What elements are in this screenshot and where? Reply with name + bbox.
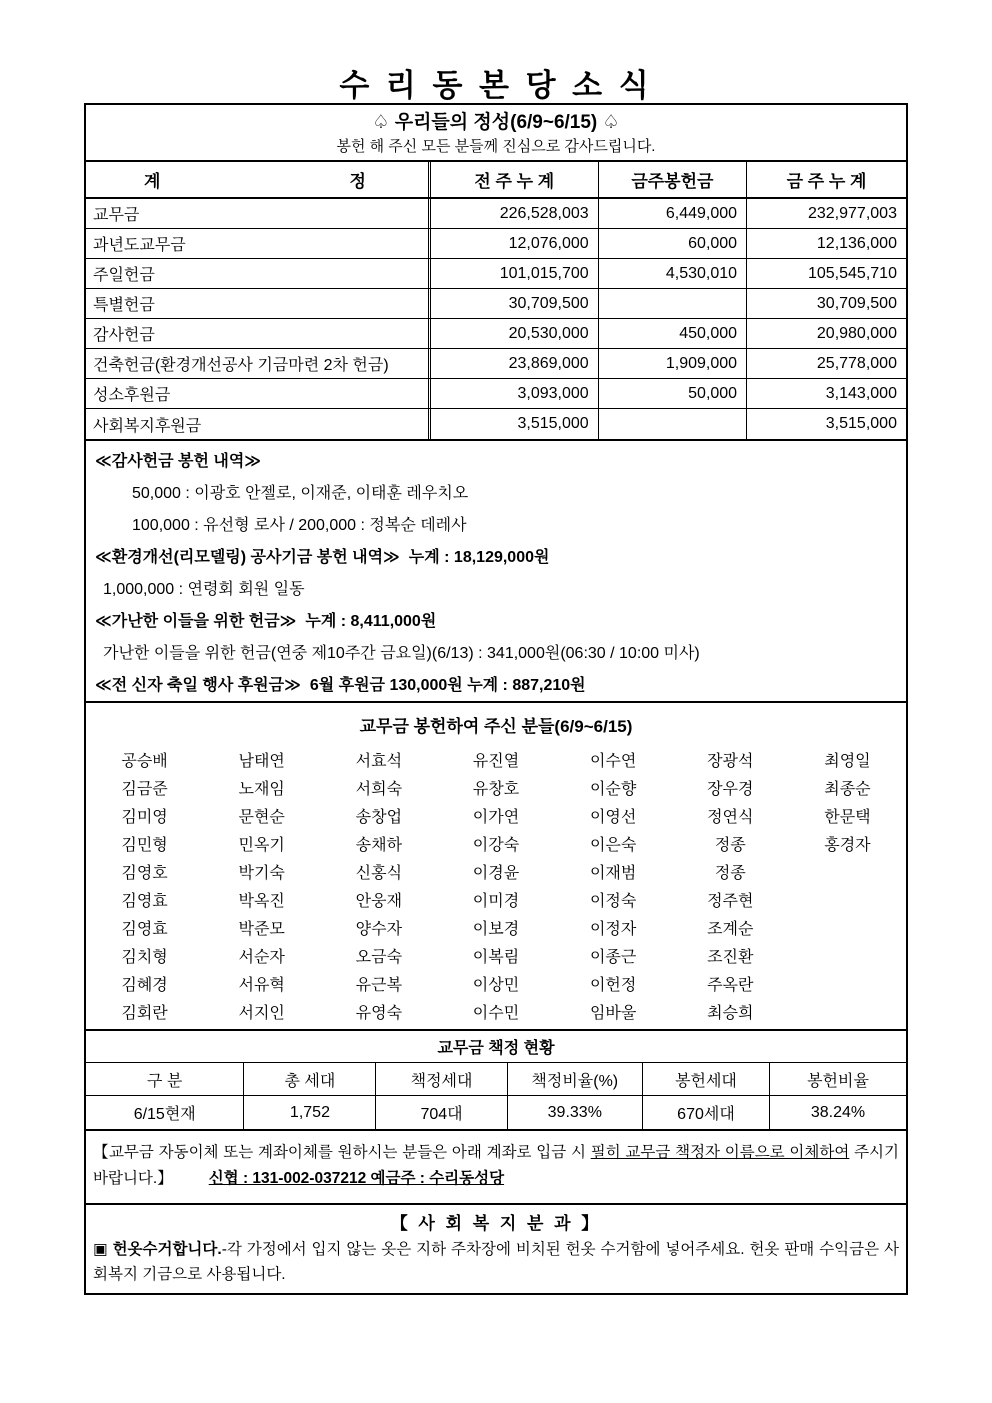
- row-label: 주일헌금: [93, 267, 155, 284]
- col-header-category-left: 계: [144, 172, 161, 191]
- donor-name: 서효석: [355, 752, 403, 770]
- prev-total-value: 226,528,003: [428, 199, 598, 228]
- donor-name: 정연식: [707, 808, 754, 826]
- donor-name: 김영호: [121, 864, 168, 882]
- assessment-header-row: [86, 1063, 906, 1096]
- week-total-value: 12,136,000: [746, 229, 906, 258]
- table-row: [86, 349, 906, 379]
- week-offering-value: 60,000: [598, 229, 746, 258]
- donor-name: 최영일: [824, 752, 871, 770]
- assess-col-offering-ratio: 봉헌비율: [769, 1063, 906, 1095]
- row-label: 성소후원금: [93, 387, 171, 404]
- donor-name: 김영효: [121, 920, 168, 938]
- donor-name: 홍경자: [824, 836, 871, 854]
- week-total-value: 3,515,000: [746, 409, 906, 439]
- week-offering-value: 450,000: [598, 319, 746, 348]
- offering-table-header-row: [86, 162, 906, 199]
- week-offering-value: 6,449,000: [598, 199, 746, 228]
- donor-name: 정종: [714, 864, 746, 882]
- remodel-fund-title: ≪환경개선(리모델링) 공사기금 봉헌 내역≫ 누계 : 18,129,000원: [95, 548, 550, 566]
- donor-name: 서유혁: [238, 976, 285, 994]
- donor-name: [789, 857, 906, 885]
- assess-col-total-households: 총 세대: [243, 1063, 375, 1095]
- donor-name: 서지인: [238, 1004, 285, 1022]
- prev-total-value: 3,093,000: [428, 379, 598, 408]
- donor-name: 문현순: [238, 808, 285, 826]
- week-total-value: 30,709,500: [746, 289, 906, 318]
- donor-name: 송채하: [355, 836, 403, 854]
- col-header-prev-total: 전 주 누 계: [428, 162, 598, 197]
- donor-name: [789, 913, 906, 941]
- donor-name: 김민형: [121, 836, 168, 854]
- donor-name: 이은숙: [589, 836, 637, 854]
- table-row: [86, 379, 906, 409]
- donor-name: 신홍식: [355, 864, 403, 882]
- welfare-body: [86, 1237, 906, 1287]
- donor-name: 김금준: [121, 780, 168, 798]
- donor-name: 이헌정: [589, 976, 637, 994]
- offering-header-section: [86, 105, 906, 160]
- donor-name: 장광석: [707, 752, 754, 770]
- donor-name: 이정숙: [589, 892, 637, 910]
- prev-total-value: 12,076,000: [428, 229, 598, 258]
- donor-name: 공승배: [121, 752, 168, 770]
- table-row: [86, 289, 906, 319]
- assess-col-category: 구 분: [147, 1072, 183, 1090]
- remodel-fund-line: 1,000,000 : 연령회 회원 일동: [103, 580, 305, 598]
- donor-name: [789, 885, 906, 913]
- prev-total-value: 30,709,500: [428, 289, 598, 318]
- offering-subheader: 봉헌 해 주신 모든 분들께 진심으로 감사드립니다.: [336, 138, 656, 155]
- donors-grid: [86, 745, 906, 1025]
- donor-name: 이영선: [589, 808, 637, 826]
- thanks-offering-line: 100,000 : 유선형 로사 / 200,000 : 정복순 데레사: [132, 516, 467, 534]
- prev-total-value: 3,515,000: [428, 409, 598, 439]
- table-row: [86, 409, 906, 439]
- assess-offering-ratio-value: 38.24%: [769, 1096, 906, 1129]
- donor-name: 이정자: [589, 920, 637, 938]
- donor-name: 남태연: [238, 752, 285, 770]
- donor-name: 이미경: [472, 892, 520, 910]
- thanks-offering-line: 50,000 : 이광호 안젤로, 이재준, 이태훈 레우치오: [132, 484, 469, 502]
- week-total-value: 20,980,000: [746, 319, 906, 348]
- donor-name: 이가연: [472, 808, 520, 826]
- row-label: 교무금: [93, 207, 140, 224]
- donor-name: 이재범: [589, 864, 637, 882]
- week-total-value: 232,977,003: [746, 199, 906, 228]
- row-label: 특별헌금: [93, 297, 155, 314]
- assess-offering-households-value: 670세대: [642, 1096, 769, 1129]
- bank-account-info: 신협 : 131-002-037212 예금주 : 수리동성당: [208, 1170, 505, 1187]
- donor-name: 조계순: [707, 920, 754, 938]
- assess-col-assessed-ratio: 책정비율(%): [507, 1063, 642, 1095]
- week-offering-value: 50,000: [598, 379, 746, 408]
- offering-table: [86, 160, 906, 439]
- donor-name: 정주현: [707, 892, 754, 910]
- table-row: [86, 229, 906, 259]
- donor-name: 이수민: [472, 1004, 520, 1022]
- transfer-notice-section: [86, 1129, 906, 1203]
- offering-notes-section: [86, 439, 906, 701]
- prev-total-value: 23,869,000: [428, 349, 598, 378]
- assess-col-offering-households: 봉헌세대: [642, 1063, 769, 1095]
- donor-name: 박기숙: [238, 864, 285, 882]
- donor-name: 민옥기: [238, 836, 285, 854]
- notice-text: 주시기 바랍니다.】: [93, 1144, 899, 1187]
- col-header-week-offering: 금주봉헌금: [598, 162, 746, 197]
- donor-name: 최종순: [824, 780, 871, 798]
- row-label: 감사헌금: [93, 327, 155, 344]
- donor-name: 서희숙: [355, 780, 403, 798]
- donor-name: 유근복: [355, 976, 403, 994]
- week-offering-value: 1,909,000: [598, 349, 746, 378]
- assess-total-households-value: 1,752: [243, 1096, 375, 1129]
- donor-name: 유창호: [472, 780, 520, 798]
- thanks-offering-title: ≪감사헌금 봉헌 내역≫: [95, 452, 262, 470]
- donor-name: 이강숙: [472, 836, 520, 854]
- welfare-text: -각 가정에서 입지 않는 옷은 지하 주차장에 비치된 헌옷 수거함에 넣어주세요. 헌옷 판매 수익금은 사회복지 기금으로 사용됩니다.: [93, 1241, 899, 1283]
- donor-name: 주옥란: [707, 976, 754, 994]
- bulletin-body: [84, 103, 908, 1295]
- donor-name: 유영숙: [355, 1004, 403, 1022]
- donor-name: 안웅재: [355, 892, 403, 910]
- donor-name: 박옥진: [238, 892, 285, 910]
- donor-name: 이경윤: [472, 864, 520, 882]
- row-label: 과년도교무금: [93, 237, 186, 254]
- prev-total-value: 101,015,700: [428, 259, 598, 288]
- donor-name: 김미영: [121, 808, 168, 826]
- donor-name: 김영효: [121, 892, 168, 910]
- feast-fund-title: ≪전 신자 축일 행사 후원금≫ 6월 후원금 130,000원 누계 : 887,210원: [95, 676, 586, 694]
- notice-underlined-text: 필히 교무금 책정자 이름으로 이체하여: [590, 1144, 850, 1161]
- donor-name: 양수자: [355, 920, 403, 938]
- donor-name: 유진열: [472, 752, 520, 770]
- donor-name: 노재임: [238, 780, 285, 798]
- week-offering-value: [598, 409, 746, 439]
- donor-name: 박준모: [238, 920, 285, 938]
- assessment-title: 교무금 책정 현황: [86, 1031, 906, 1063]
- notice-text: 【교무금 자동이체 또는 계좌이체를 원하시는 분들은 아래 계좌로 입금 시: [93, 1144, 591, 1161]
- week-total-value: 25,778,000: [746, 349, 906, 378]
- donor-name: 이수연: [589, 752, 637, 770]
- assess-assessed-households-value: 704대: [375, 1096, 506, 1129]
- donor-name: 장우경: [707, 780, 754, 798]
- week-offering-value: 4,530,010: [598, 259, 746, 288]
- welfare-header: 【 사 회 복 지 분 과 】: [390, 1213, 602, 1233]
- col-header-category-right: 정: [349, 172, 366, 191]
- welfare-lead: ▣ 헌옷수거합니다.: [93, 1241, 222, 1258]
- welfare-section: [86, 1203, 906, 1293]
- poor-fund-title: ≪가난한 이들을 위한 헌금≫ 누계 : 8,411,000원: [95, 612, 437, 630]
- donor-name: 이상민: [472, 976, 520, 994]
- assessment-section: [86, 1029, 906, 1129]
- donor-name: 이보경: [472, 920, 520, 938]
- donors-header: 교무금 봉헌하여 주신 분들(6/9~6/15): [359, 716, 633, 736]
- donor-name: 김혜경: [121, 976, 168, 994]
- donor-name: 조진환: [707, 948, 754, 966]
- assess-assessed-ratio-value: 39.33%: [507, 1096, 642, 1129]
- table-row: [86, 259, 906, 289]
- donor-name: 정종: [714, 836, 746, 854]
- page-title: 수 리 동 본 당 소 식: [339, 68, 653, 103]
- donor-name: 오금숙: [355, 948, 403, 966]
- prev-total-value: 20,530,000: [428, 319, 598, 348]
- row-label: 건축헌금(환경개선공사 기금마련 2차 헌금): [93, 357, 389, 374]
- donor-name: 서순자: [238, 948, 285, 966]
- donor-name: 이복림: [472, 948, 520, 966]
- poor-fund-line: 가난한 이들을 위한 헌금(연중 제10주간 금요일)(6/13) : 341,000원(06:30 / 10:00 미사): [103, 644, 700, 662]
- donor-name: 김회란: [121, 1004, 168, 1022]
- table-row: [86, 319, 906, 349]
- donor-name: 이종근: [589, 948, 637, 966]
- col-header-category: [86, 162, 428, 197]
- donor-name: [789, 997, 906, 1025]
- donors-section: [86, 701, 906, 1029]
- week-total-value: 3,143,000: [746, 379, 906, 408]
- table-row: [86, 199, 906, 229]
- donor-name: 김치형: [121, 948, 168, 966]
- donor-name: 임바울: [589, 1004, 637, 1022]
- donor-name: 최승희: [707, 1004, 754, 1022]
- donor-name: [789, 941, 906, 969]
- assessment-data-row: [86, 1096, 906, 1129]
- donor-name: 이순향: [589, 780, 637, 798]
- row-label: 사회복지후원금: [93, 417, 202, 435]
- offering-header: ♤ 우리들의 정성(6/9~6/15) ♤: [372, 112, 620, 133]
- donor-name: 한문택: [824, 808, 871, 826]
- week-total-value: 105,545,710: [746, 259, 906, 288]
- donor-name: [789, 969, 906, 997]
- assess-col-assessed-households: 책정세대: [375, 1063, 506, 1095]
- assess-category-value: 6/15현재: [133, 1106, 196, 1123]
- donor-name: 송창업: [355, 808, 403, 826]
- col-header-week-total: 금 주 누 계: [746, 162, 906, 197]
- week-offering-value: [598, 289, 746, 318]
